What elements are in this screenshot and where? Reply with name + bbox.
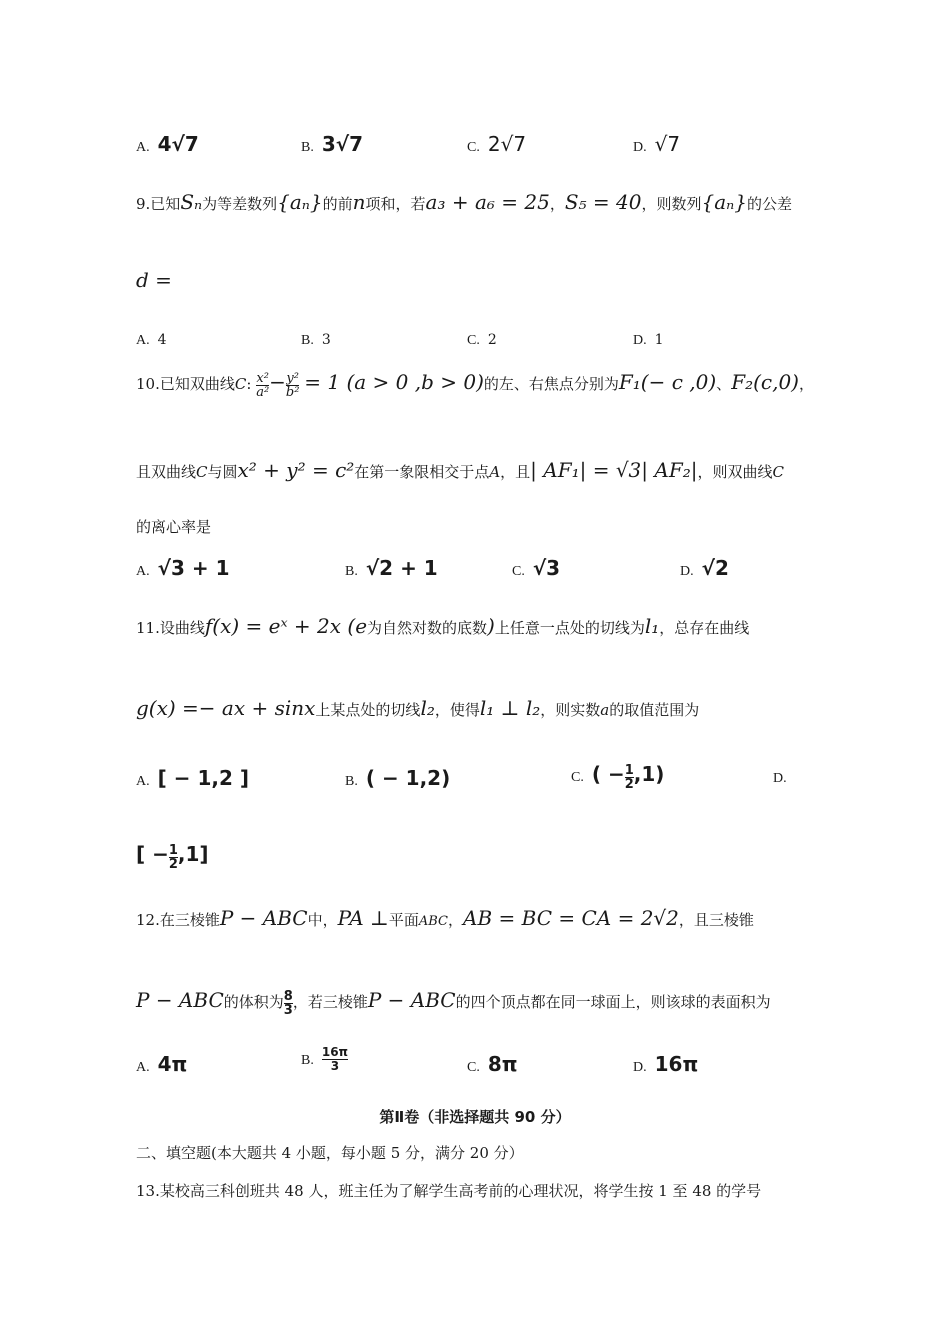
q8-option-c: C. 2√7 [467,132,527,156]
q12-stem-line2: P − ABC的体积为 $\frac{8}{3}$ ，若三棱锥P − ABC的四个顶点都在同一球面上，则该球的表面积为 [136,988,771,1018]
q11-option-b: B. ( − 1,2) [345,766,451,790]
q10-option-c: C. √3 [512,556,561,580]
q9-stem-line2: d = [136,268,172,292]
q9-stem-line1: 9.已知Sₙ为等差数列{aₙ}的前n项和，若a₃ + a₆ = 25，S₅ = 40，则数列{aₙ}的公差 [136,190,792,214]
q12-stem-line1: 12.在三棱锥P − ABC中，PA ⊥平面ABC，AB = BC = CA = 2√2，且三棱锥 [136,906,754,930]
q12-option-c: C. 8π [467,1052,518,1076]
q8-option-a: A. 4√7 [136,132,199,156]
q11-option-d-label: D. [773,771,787,786]
q10-stem-line1: 10.已知双曲线C: $\frac{\text{x²}}{\text{a²}}$ − $\frac{\text{y²}}{\text{b²}}$ = 1 (a > 0 ,b > 0)的左、右焦点分别为F₁(− c ,0)、F₂(c,0)， [136,370,814,400]
q9-option-b: B. 3 [301,332,331,348]
q11-option-d: [ − $\frac{1}{2}$ ,1] [136,842,209,872]
q9-option-a: A. 4 [136,332,167,348]
q11-option-a: A. [ − 1,2 ] [136,766,249,790]
q12-option-a: A. 4π [136,1052,188,1076]
q12-option-d: D. 16π [633,1052,699,1076]
q10-option-d: D. √2 [680,556,729,580]
q10-fraction-x: $\frac{\text{x²}}{\text{a²}}$ [256,370,270,400]
section-2-heading: 第Ⅱ卷（非选择题共 90 分） [379,1108,571,1126]
fill-in-section-title: 二、填空题(本大题共 4 小题，每小题 5 分，满分 20 分） [136,1144,524,1162]
q10-option-b: B. √2 + 1 [345,556,438,580]
q12-option-b: B. $\frac{16\pi}{3}$ [301,1045,349,1073]
q10-option-a: A. √3 + 1 [136,556,230,580]
q8-option-b: B. 3√7 [301,132,364,156]
q9-option-c: C. 2 [467,332,497,348]
q11-stem-line1: 11.设曲线f(x) = eˣ + 2x (e为自然对数的底数)上任意一点处的切线为l₁，总存在曲线 [136,614,750,638]
q8-option-d: D. √7 [633,132,681,156]
q10-stem-line3: 的离心率是 [136,518,212,536]
q13-stem: 13.某校高三科创班共 48 人，班主任为了解学生高考前的心理状况，将学生按 1 至 48 的学号 [136,1182,762,1200]
q10-stem-line2: 且双曲线C与圆x² + y² = c²在第一象限相交于点A，且| AF₁| = √3| AF₂|，则双曲线C [136,458,784,482]
q11-option-c: C. ( − $\frac{1}{2}$ ,1) [571,762,665,792]
q10-fraction-y: $\frac{\text{y²}}{\text{b²}}$ [285,370,300,400]
q11-stem-line2: g(x) =− ax + sinx上某点处的切线l₂，使得l₁ ⊥ l₂，则实数a的取值范围为 [136,696,700,720]
q9-option-d: D. 1 [633,332,664,348]
